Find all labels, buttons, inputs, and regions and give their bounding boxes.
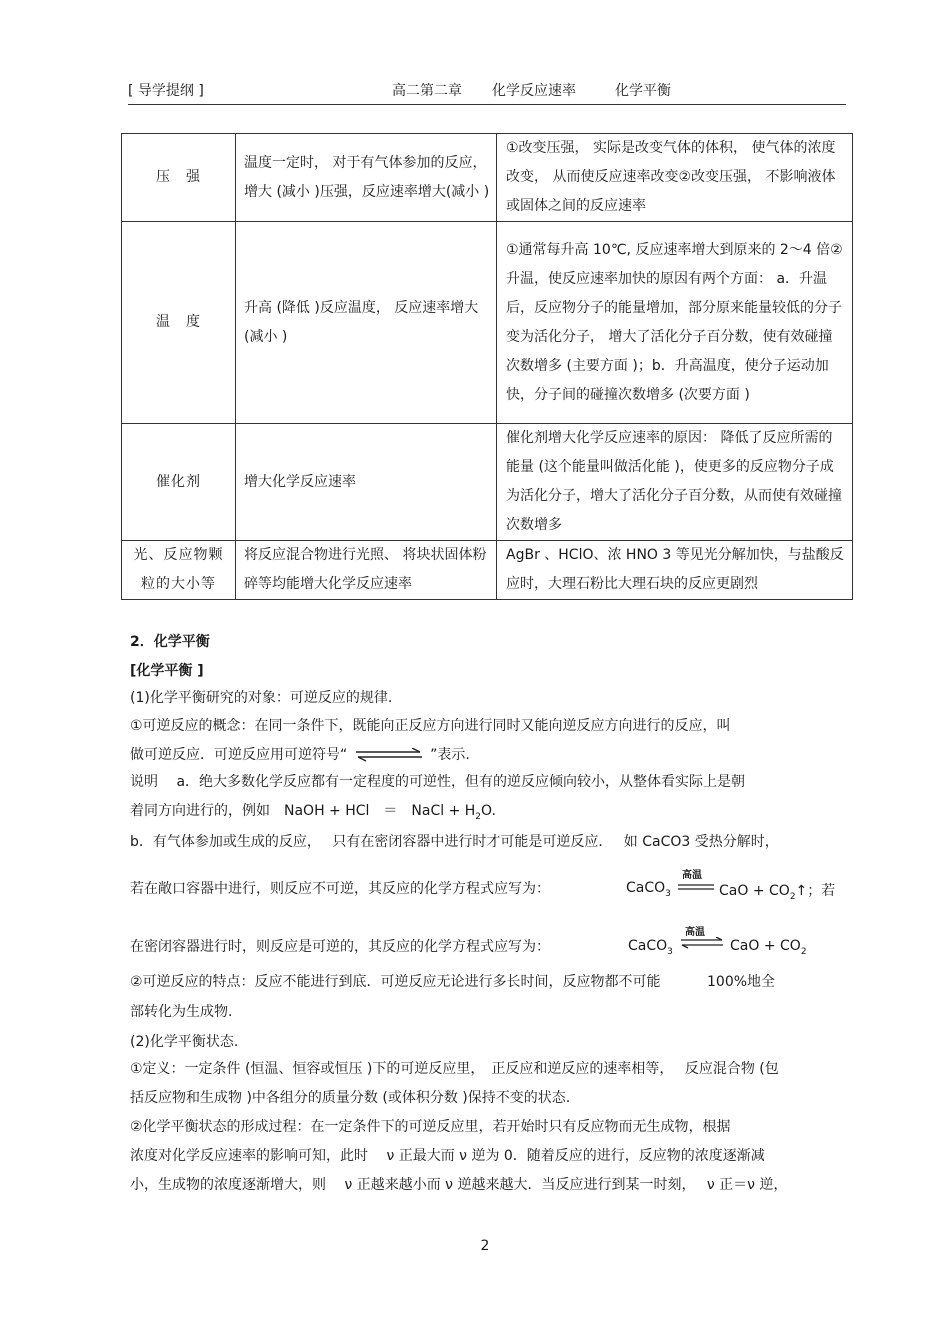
paragraph: 浓度对化学反应速率的影响可知，此时 ν 正最大而 ν 逆为 0．随着反应的进行，反应物的浓度逐渐减 [130,1148,765,1164]
equation-reversible [628,938,673,957]
eq-right: CaO + CO [719,883,790,899]
factor-cell: 光、反应物颗粒的大小等 [122,541,236,600]
header-title: 高二第二章 [392,83,462,99]
factor-cell: 温 度 [122,222,236,424]
reversible-arrow-icon [352,748,426,762]
page-number: 2 [480,1238,490,1254]
table-row [122,222,853,424]
subscript: 2 [800,946,807,957]
table-row [122,134,853,222]
note-cell: ①通常每升高 10℃, 反应速率增大到原来的 2～4 倍②升温，使反应速率加快的原因有两个方面： a．升温后，反应物分子的能量增加，部分原来能量较低的分子变为活化分子， 增大了活化分子百分数，使有效碰撞次数增多 (主要方面 )；b．升高温度，使分子运动加快，分子间的碰撞次数增多 (次要方面 ) [497,222,853,424]
eq-tail: ↑；若 [795,883,836,899]
text-segment: ”表示. [430,747,470,763]
paragraph: 若在敞口容器中进行，则反应不可逆，其反应的化学方程式应写为： [130,881,550,897]
equation-irreversible [626,880,671,899]
subscript: 2 [789,891,796,902]
double-line-arrow-icon [677,883,715,891]
note-cell: AgBr 、HClO、浓 HNO 3 等见光分解加快，与盐酸反应时，大理石粉比大理石块的反应更剧烈 [497,541,853,600]
effect-cell: 增大化学反应速率 [236,424,497,541]
table-row [122,424,853,541]
section-heading: 2．化学平衡 [130,634,210,650]
text-segment: 着同方向进行的，例如 NaOH + HCl ＝ NaCl + H [130,803,476,819]
subscript: 3 [665,888,671,899]
header-left: [ 导学提纲 ] [128,83,204,99]
arrow-label: 高温 [682,870,702,881]
header-subtitle-equilibrium: 化学平衡 [615,83,671,99]
paragraph: ②可逆反应的特点：反应不能进行到底．可逆反应无论进行多长时间，反应物都不可能 100%地全 [130,974,776,990]
paragraph: ①定义：一定条件 (恒温、恒容或恒压 )下的可逆反应里， 正反应和逆反应的速率相等， 反应混合物 (包 [130,1061,779,1077]
arrow-label: 高温 [685,927,705,938]
paragraph: ②化学平衡状态的形成过程：在一定条件下的可逆反应里，若开始时只有反应物而无生成物，根据 [130,1119,731,1135]
table-row [122,541,853,600]
paragraph: (2)化学平衡状态. [130,1034,239,1050]
effect-cell: 将反应混合物进行光照、 将块状固体粉碎等均能增大化学反应速率 [236,541,497,600]
paragraph: 小，生成物的浓度逐渐增大，则 ν 正越来越小而 ν 逆越来越大．当反应进行到某一时刻， ν 正＝ν 逆， [130,1177,788,1193]
paragraph: (1)化学平衡研究的对象：可逆反应的规律. [130,690,393,706]
subscript: 2 [475,811,482,822]
subscript: 3 [667,946,673,957]
effect-cell: 温度一定时， 对于有气体参加的反应，增大 (减小 )压强，反应速率增大(减小 ) [236,134,497,222]
paragraph: 在密闭容器进行时，则反应是可逆的，其反应的化学方程式应写为： [130,939,550,955]
eq-right: CaO + CO [730,938,801,954]
text-segment: O. [481,803,496,819]
rate-factors-table [121,133,853,600]
paragraph [130,801,496,827]
paragraph: 括反应物和生成物 )中各组分的质量分数 (或体积分数 )保持不变的状态. [130,1090,571,1106]
header-subtitle-rate: 化学反应速率 [492,83,576,99]
effect-cell: 升高 (降低 )反应温度， 反应速率增大(减小 ) [236,222,497,424]
paragraph: 部转化为生成物. [130,1004,233,1020]
note-cell: 催化剂增大化学反应速率的原因： 降低了反应所需的能量 (这个能量叫做活化能 )，使更多的反应物分子成为活化分子，增大了活化分子百分数，从而使有效碰撞次数增多 [497,424,853,541]
section-subheading: [化学平衡 ] [130,663,204,679]
note-cell: ①改变压强， 实际是改变气体的体积， 使气体的浓度改变， 从而使反应速率改变②改变压强， 不影响液体或固体之间的反应速率 [497,134,853,222]
eq-left: CaCO [626,880,666,896]
reversible-arrow-icon [679,937,725,949]
paragraph [130,745,470,765]
equation-products [730,938,807,957]
paragraph: 说明 a．绝大多数化学反应都有一定程度的可逆性，但有的逆反应倾向较小，从整体看实际上是朝 [130,774,746,790]
factor-cell: 压 强 [122,134,236,222]
eq-left: CaCO [628,938,668,954]
text-segment: 做可逆反应．可逆反应用可逆符号“ [130,747,348,763]
factor-cell: 催化剂 [122,424,236,541]
header-rule [128,104,846,105]
equation-products [719,880,835,902]
paragraph: b．有气体参加或生成的反应， 只有在密闭容器中进行时才可能是可逆反应． 如 CaCO3 受热分解时， [130,834,779,850]
paragraph: ①可逆反应的概念：在同一条件下，既能向正反应方向进行同时又能向逆反应方向进行的反应，叫 [130,718,731,734]
